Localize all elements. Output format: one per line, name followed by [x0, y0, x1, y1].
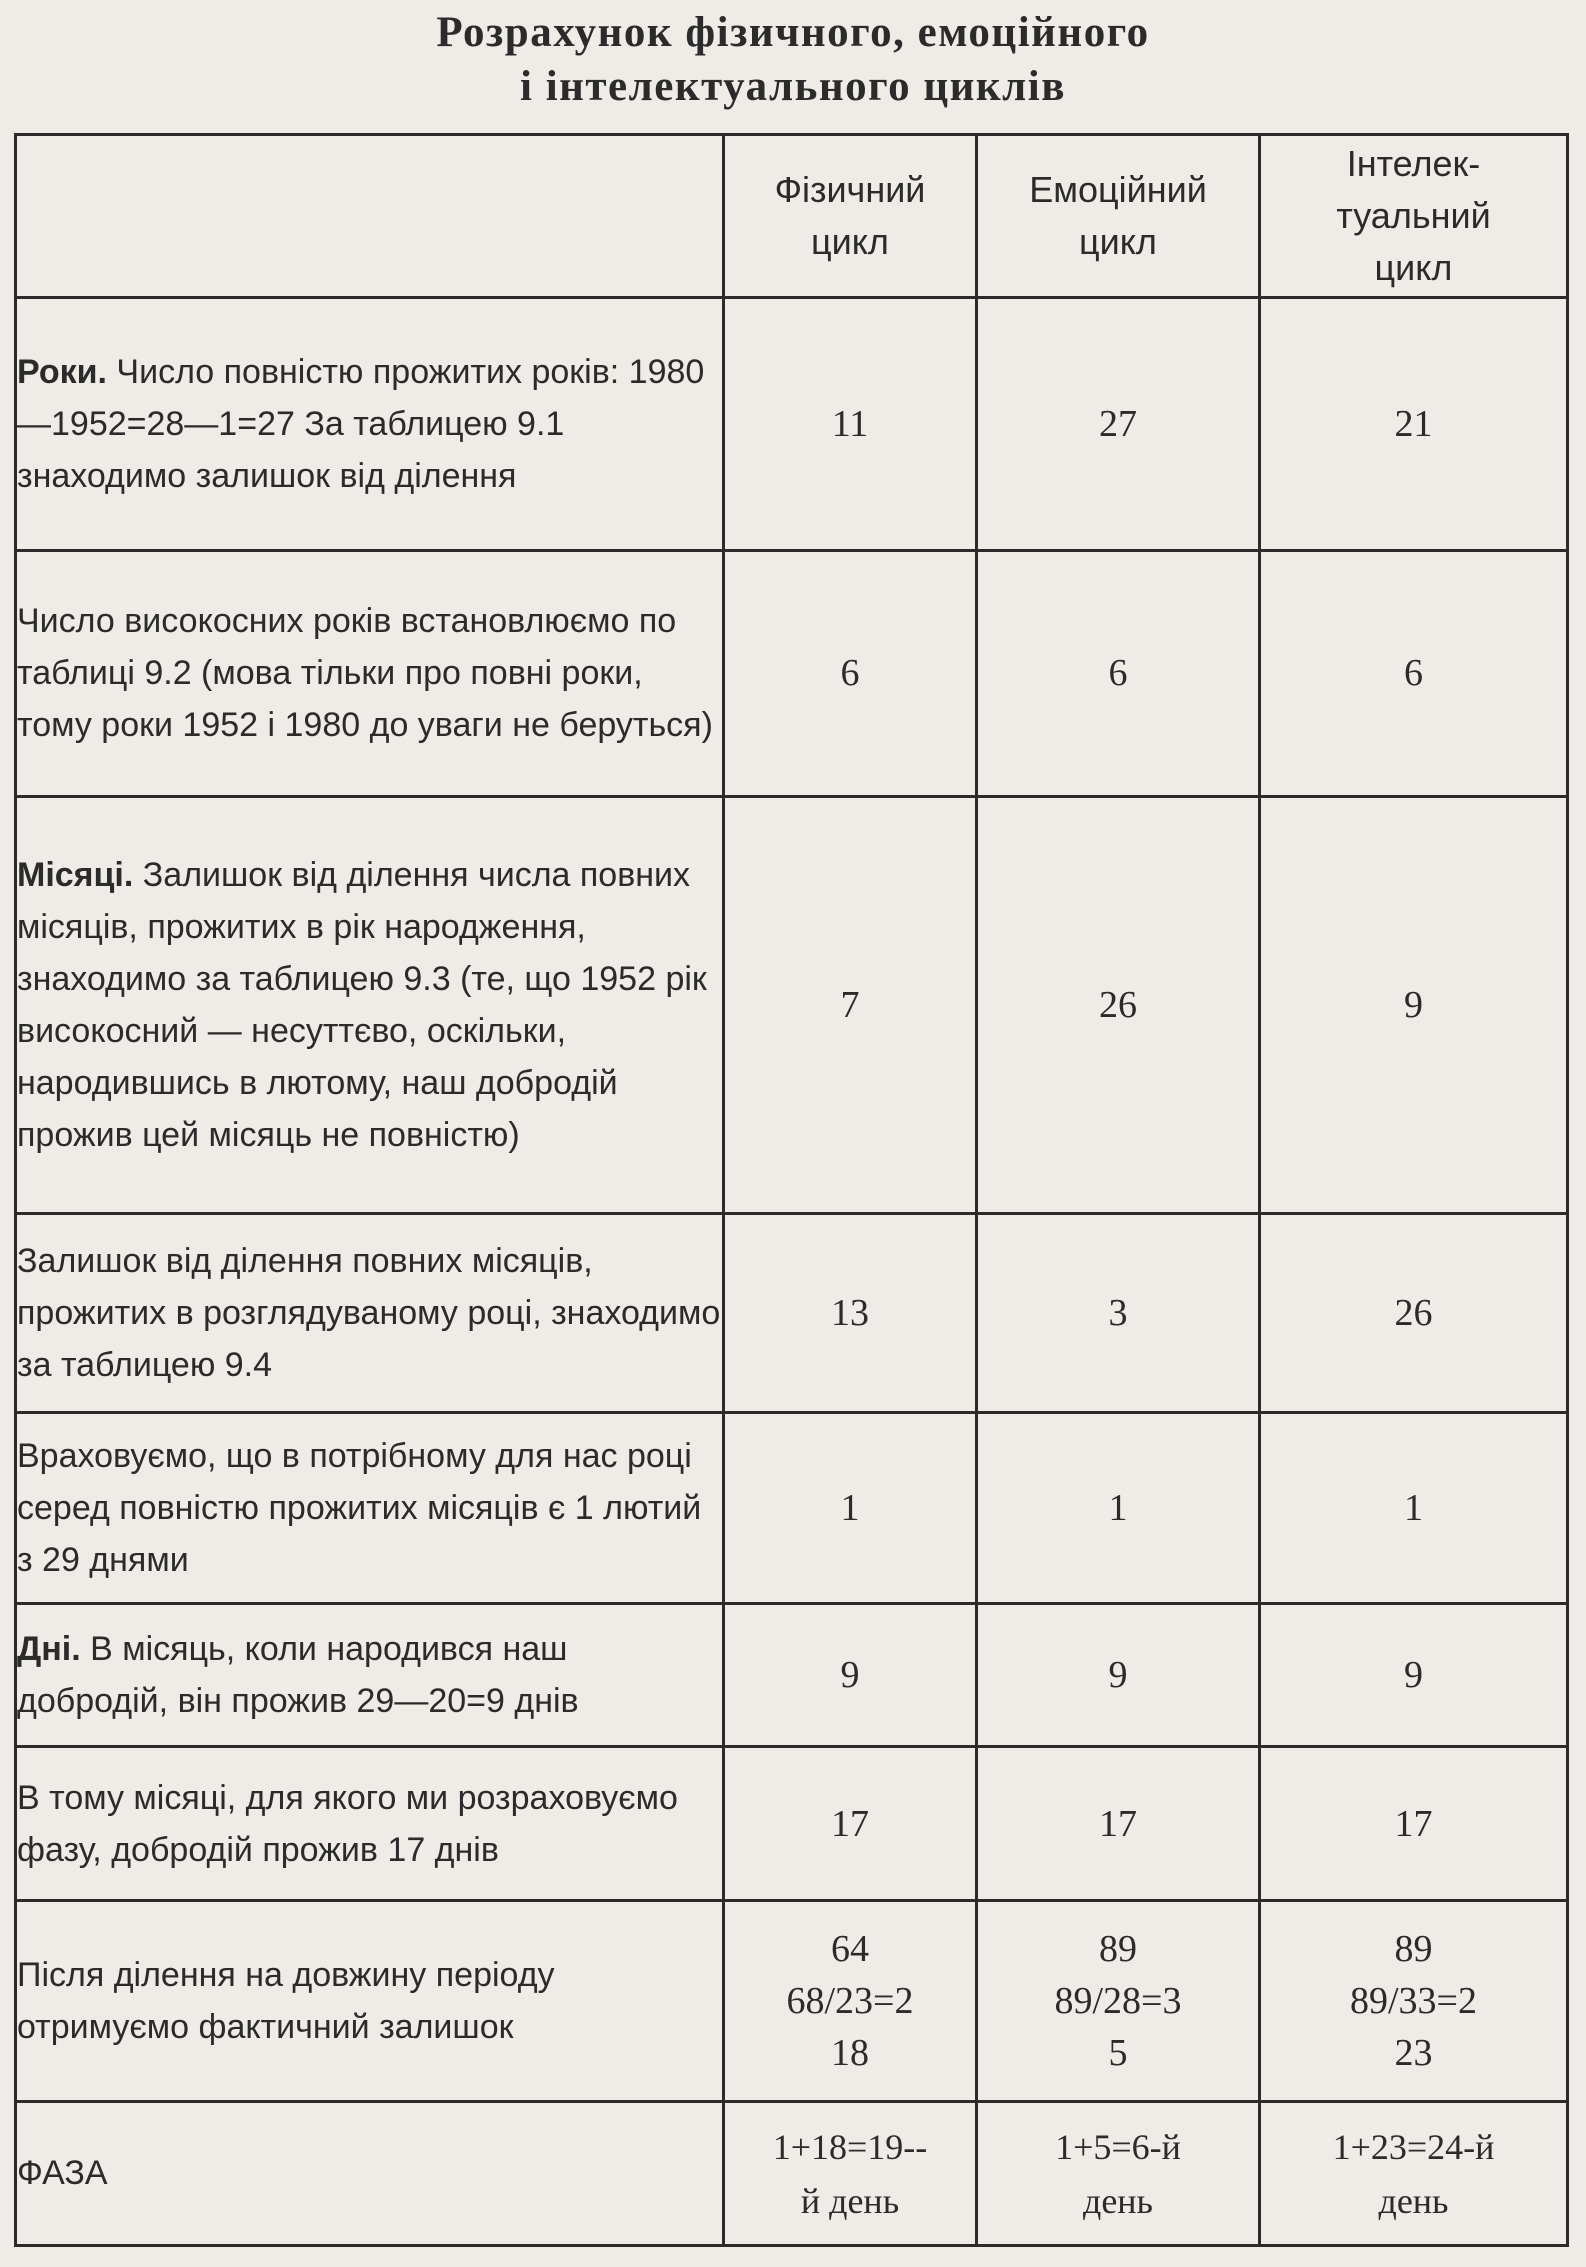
emotional-value: 6	[977, 550, 1260, 796]
row-text: Залишок від ділення повних місяців, прожитих в розглядуваному році, знаходимо за таблицею 9.4	[17, 1241, 721, 1384]
row-text: Після ділення на довжину періоду отримуємо фактичний залишок	[17, 1956, 555, 2047]
row-description	[16, 1901, 724, 2102]
table-row	[16, 550, 1568, 796]
phase-label: ФАЗА	[16, 2102, 724, 2246]
intellectual-value: 1	[1260, 1412, 1568, 1603]
table-row	[16, 1747, 1568, 1901]
row-keyword: Місяці.	[17, 855, 134, 894]
physical-phase: 1+18=19-- й день	[724, 2102, 977, 2246]
table-row	[16, 1603, 1568, 1747]
row-description	[16, 1412, 724, 1603]
physical-value: 7	[724, 796, 977, 1213]
emotional-phase: 1+5=6-й день	[977, 2102, 1260, 2246]
physical-value: 1	[724, 1412, 977, 1603]
row-description	[16, 550, 724, 796]
intellectual-value: 26	[1260, 1213, 1568, 1412]
table-row	[16, 298, 1568, 550]
physical-value: 64 68/23=2 18	[724, 1901, 977, 2102]
emotional-value: 26	[977, 796, 1260, 1213]
intellectual-value: 89 89/33=2 23	[1260, 1901, 1568, 2102]
page-title	[0, 0, 1586, 114]
header-emotional: Емоційний цикл	[977, 135, 1260, 298]
row-description	[16, 298, 724, 550]
row-text: В тому місяці, для якого ми розраховуємо фазу, добродій прожив 17 днів	[17, 1778, 678, 1869]
row-description	[16, 1747, 724, 1901]
physical-value: 17	[724, 1747, 977, 1901]
row-description	[16, 1213, 724, 1412]
table-row	[16, 796, 1568, 1213]
phase-row	[16, 2102, 1568, 2246]
intellectual-value: 9	[1260, 796, 1568, 1213]
row-text: Залишок від ділення числа повних місяців, прожитих в рік народження, знаходимо за таблицею 9.3 (те, що 1952 рік високосний — несуттєво, оскільки, народившись в лютому, наш добродій прожив цей місяць не повністю)	[17, 855, 707, 1154]
table-row	[16, 1412, 1568, 1603]
title-line-1: Розрахунок фізичного, емоційного	[436, 9, 1150, 56]
physical-value: 6	[724, 550, 977, 796]
emotional-value: 89 89/28=3 5	[977, 1901, 1260, 2102]
row-text: Число високосних років встановлюємо по таблиці 9.2 (мова тільки про повні роки, тому роки 1952 і 1980 до уваги не беруться)	[17, 602, 713, 745]
intellectual-value: 17	[1260, 1747, 1568, 1901]
row-keyword: Роки.	[17, 352, 107, 391]
emotional-value: 1	[977, 1412, 1260, 1603]
row-description	[16, 1603, 724, 1747]
physical-value: 13	[724, 1213, 977, 1412]
physical-value: 9	[724, 1603, 977, 1747]
emotional-value: 27	[977, 298, 1260, 550]
row-text: Враховуємо, що в потрібному для нас році серед повністю прожитих місяців є 1 лютий з 29 днями	[17, 1436, 702, 1579]
emotional-value: 3	[977, 1213, 1260, 1412]
physical-value: 11	[724, 298, 977, 550]
table-row	[16, 1901, 1568, 2102]
row-keyword: Дні.	[17, 1629, 81, 1668]
cycle-calculation-table	[14, 133, 1569, 2247]
header-description	[16, 135, 724, 298]
row-text: Число повністю прожитих років: 1980—1952=28—1=27 За таблицею 9.1 знаходимо залишок від ділення	[17, 352, 705, 495]
table-row	[16, 1213, 1568, 1412]
intellectual-phase: 1+23=24-й день	[1260, 2102, 1568, 2246]
title-line-2: і інтелектуального циклів	[520, 63, 1066, 110]
intellectual-value: 9	[1260, 1603, 1568, 1747]
emotional-value: 9	[977, 1603, 1260, 1747]
header-row	[16, 135, 1568, 298]
header-physical: Фізичний цикл	[724, 135, 977, 298]
row-text: В місяць, коли народився наш добродій, він прожив 29—20=9 днів	[17, 1629, 579, 1720]
emotional-value: 17	[977, 1747, 1260, 1901]
row-description	[16, 796, 724, 1213]
header-intellectual: Інтелек- туальний цикл	[1260, 135, 1568, 298]
intellectual-value: 6	[1260, 550, 1568, 796]
intellectual-value: 21	[1260, 298, 1568, 550]
